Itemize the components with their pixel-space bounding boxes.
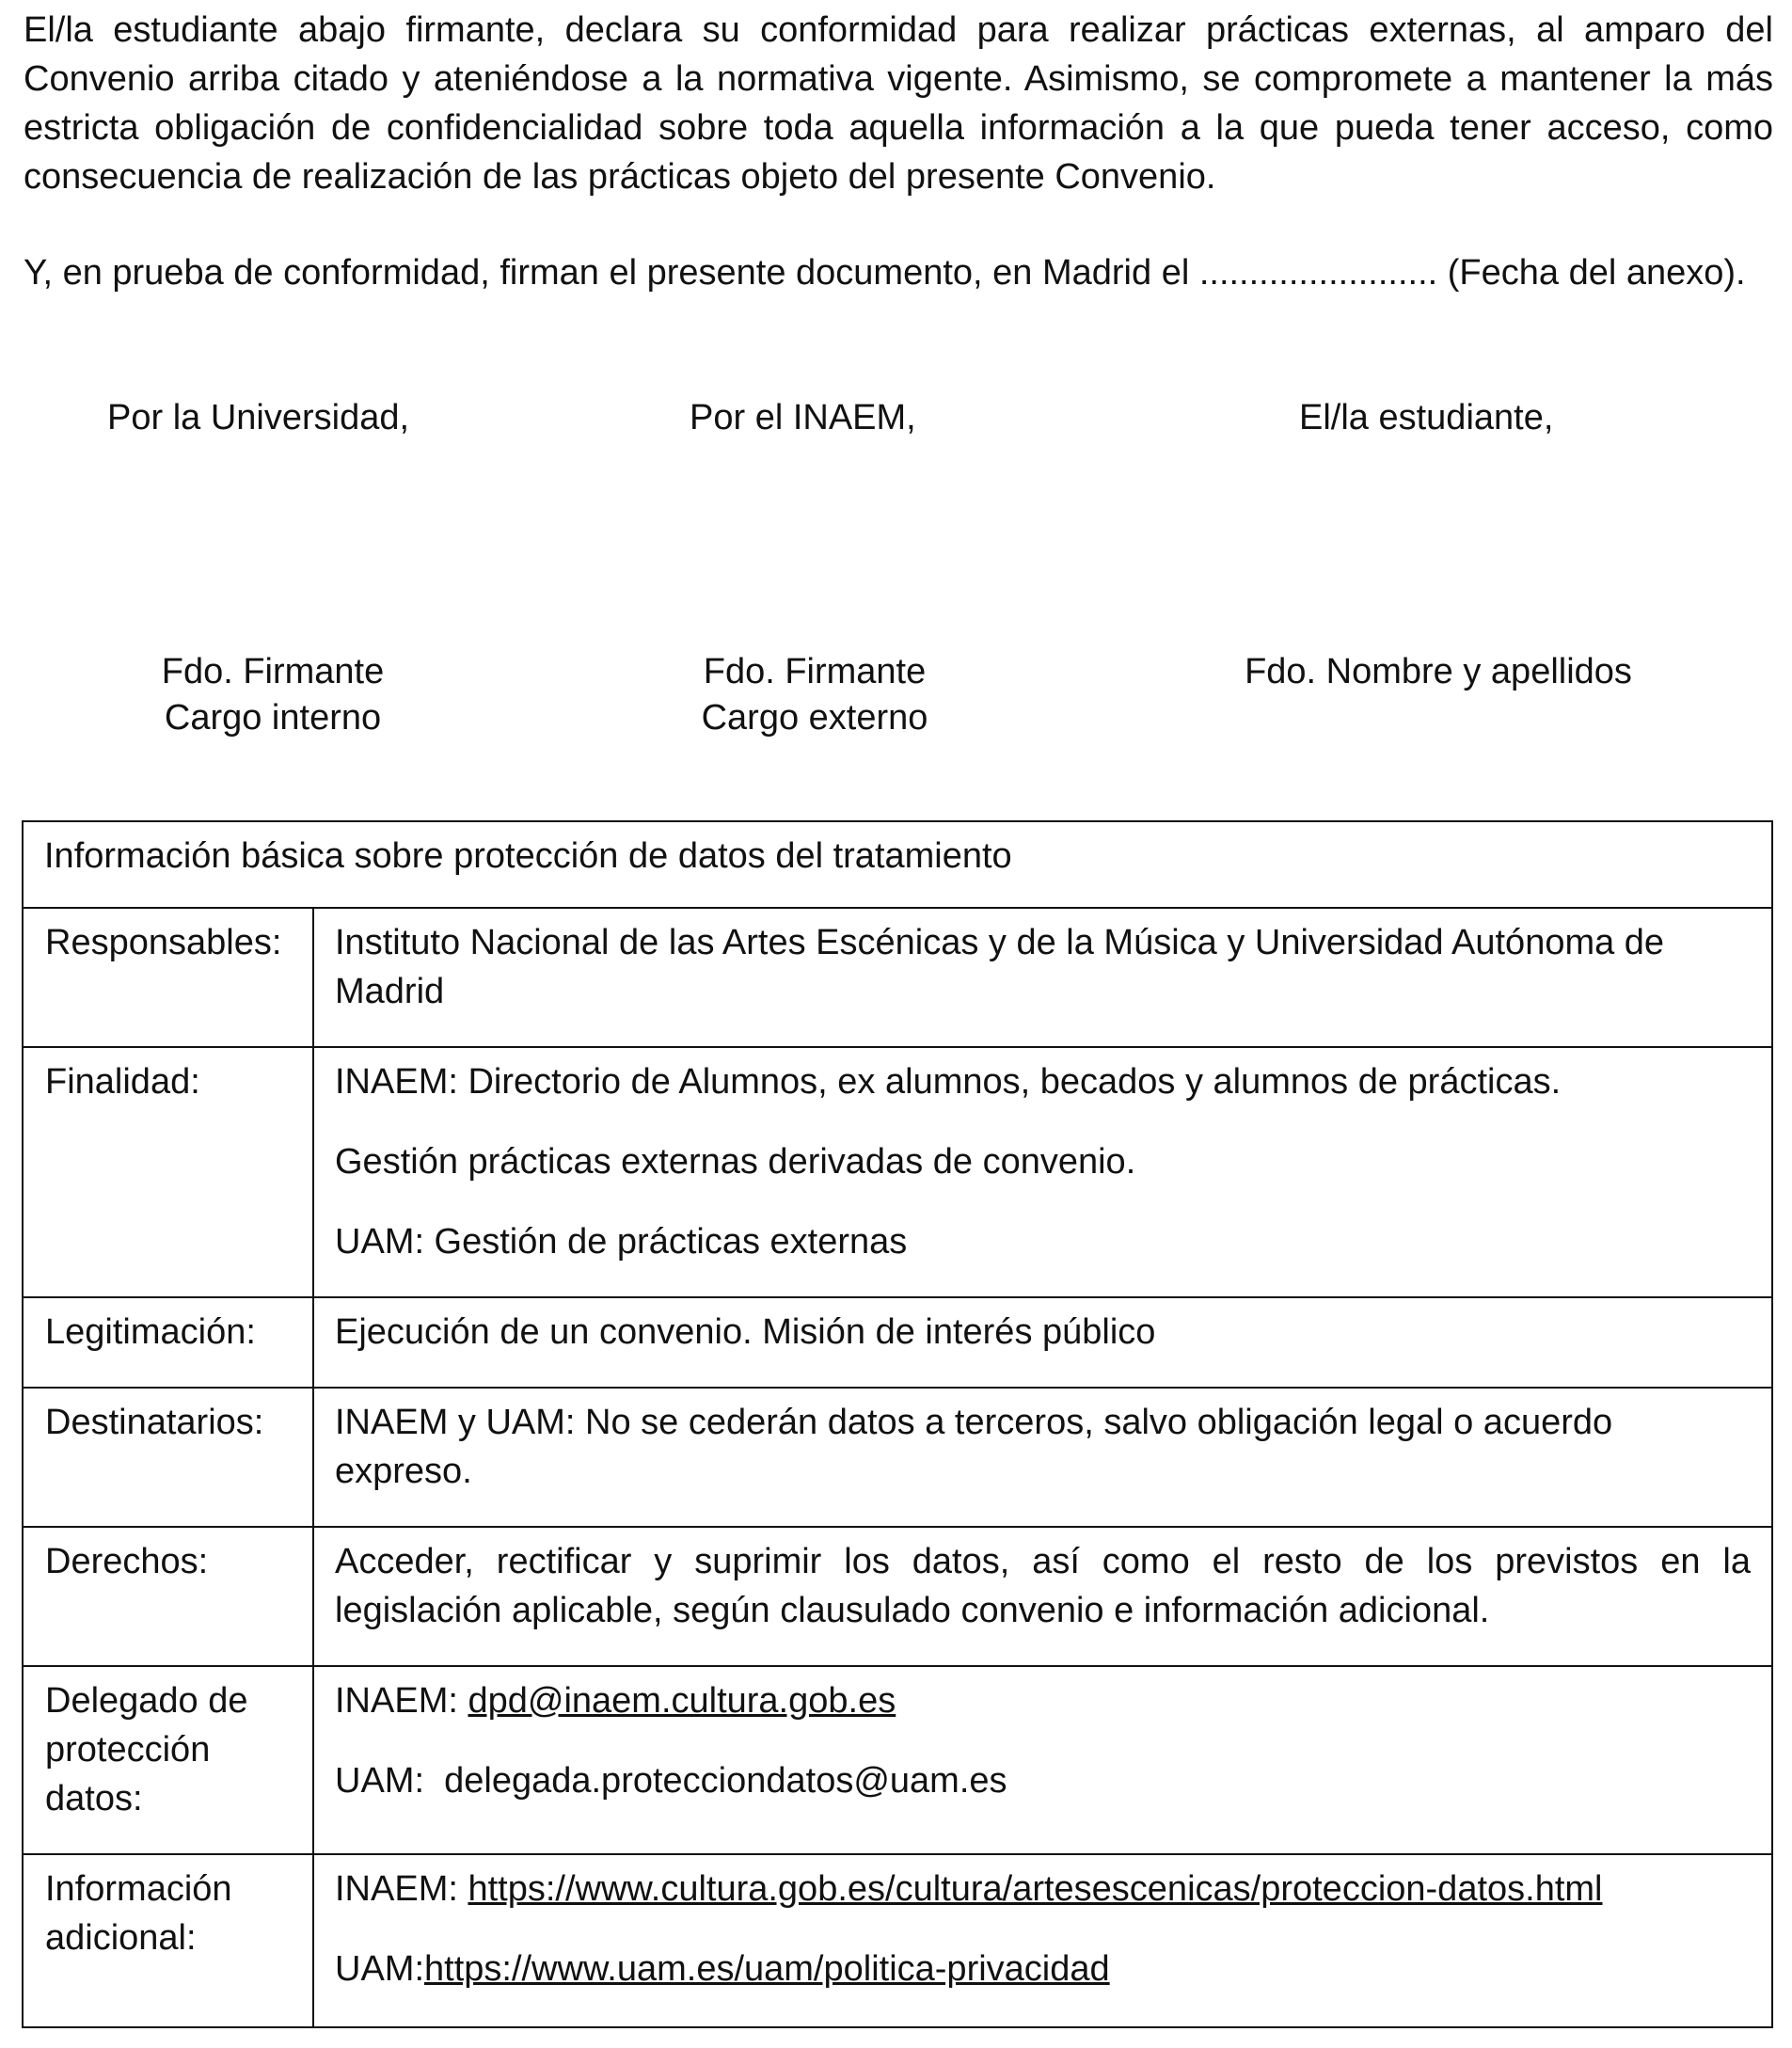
label-line: protección [45,1730,211,1770]
delegado-inaem-line [335,1676,1751,1725]
label-line: adicional: [45,1918,197,1958]
row-value-legitimacion: Ejecución de un convenio. Misión de interés público [313,1297,1772,1388]
finalidad-line: Gestión prácticas externas derivadas de convenio. [335,1142,1136,1182]
label-line: Información [45,1869,232,1909]
row-value-derechos: Acceder, rectificar y suprimir los datos, así como el resto de los previstos en la legislación aplicable, según clausulado convenio e información adicional. [313,1527,1772,1666]
table-row [23,1854,1772,2027]
label-line: Delegado de [45,1681,248,1721]
row-value-info-adicional [313,1854,1772,2027]
signature-block-university [0,649,555,741]
conformity-paragraph: El/la estudiante abajo firmante, declara su conformidad para realizar prácticas externas, al amparo del Convenio arriba citado y ateniéndose a la normativa vigente. Asimismo, se compromete a mantener la más estricta obligación de confidencialidad sobre toda aquella información a la que pueda tener acceso, como consecuencia de realización de las prácticas objeto del presente Convenio. [24,10,1773,197]
delegado-inaem-prefix: INAEM: [335,1681,468,1721]
row-label-legitimacion: Legitimación: [23,1297,313,1388]
row-value-finalidad [313,1047,1772,1297]
row-label-finalidad: Finalidad: [23,1047,313,1297]
info-inaem-prefix: INAEM: [335,1869,468,1909]
delegado-uam-line [335,1756,1751,1805]
delegado-uam-prefix: UAM: [335,1761,445,1801]
table-row [23,1047,1772,1297]
dpd-inaem-email-link[interactable]: dpd@inaem.cultura.gob.es [468,1681,896,1721]
info-uam-prefix: UAM: [335,1949,424,1989]
row-label-derechos: Derechos: [23,1527,313,1666]
table-title: Información básica sobre protección de datos del tratamiento [23,821,1772,908]
row-value-delegado [313,1666,1772,1854]
signature-name-university: Fdo. Firmante [161,652,385,691]
signature-name-inaem: Fdo. Firmante [703,652,927,691]
table-row [23,1388,1772,1527]
row-label-delegado [23,1666,313,1854]
row-value-responsables: Instituto Nacional de las Artes Escénicas y de la Música y Universidad Autónoma de Madrid [313,908,1772,1047]
table-row [23,1666,1772,1854]
signature-heading-inaem: Por el INAEM, [690,398,916,437]
label-line: datos: [45,1779,143,1818]
table-row [23,821,1772,908]
info-inaem-line [335,1865,1751,1913]
table-row [23,1297,1772,1388]
table-row [23,908,1772,1047]
finalidad-line: UAM: Gestión de prácticas externas [335,1222,908,1262]
row-value-destinatarios: INAEM y UAM: No se cederán datos a terceros, salvo obligación legal o acuerdo expreso. [313,1388,1772,1527]
table-row [23,1527,1772,1666]
uam-privacy-link[interactable]: https://www.uam.es/uam/politica-privacidad [424,1949,1110,1989]
row-label-destinatarios: Destinatarios: [23,1388,313,1527]
info-uam-line [335,1945,1751,1993]
data-protection-table [22,820,1773,2028]
signature-heading-university: Por la Universidad, [107,398,410,437]
signature-heading-student: El/la estudiante, [1299,398,1554,437]
signing-paragraph: Y, en prueba de conformidad, firman el presente documento, en Madrid el ........................ (Fecha del anexo). [24,253,1746,293]
dpd-uam-email: delegada.protecciondatos@uam.es [444,1761,1007,1801]
row-label-responsables: Responsables: [23,908,313,1047]
row-label-info-adicional [23,1854,313,2027]
signature-block-student [1156,649,1721,695]
finalidad-line: INAEM: Directorio de Alumnos, ex alumnos, becados y alumnos de prácticas. [335,1062,1562,1102]
signature-name-student: Fdo. Nombre y apellidos [1245,652,1632,691]
signature-role-inaem: Cargo externo [701,698,928,738]
signature-role-university: Cargo interno [164,698,382,738]
signature-block-inaem [532,649,1097,741]
inaem-privacy-link[interactable]: https://www.cultura.gob.es/cultura/artesescenicas/proteccion-datos.html [468,1869,1603,1909]
